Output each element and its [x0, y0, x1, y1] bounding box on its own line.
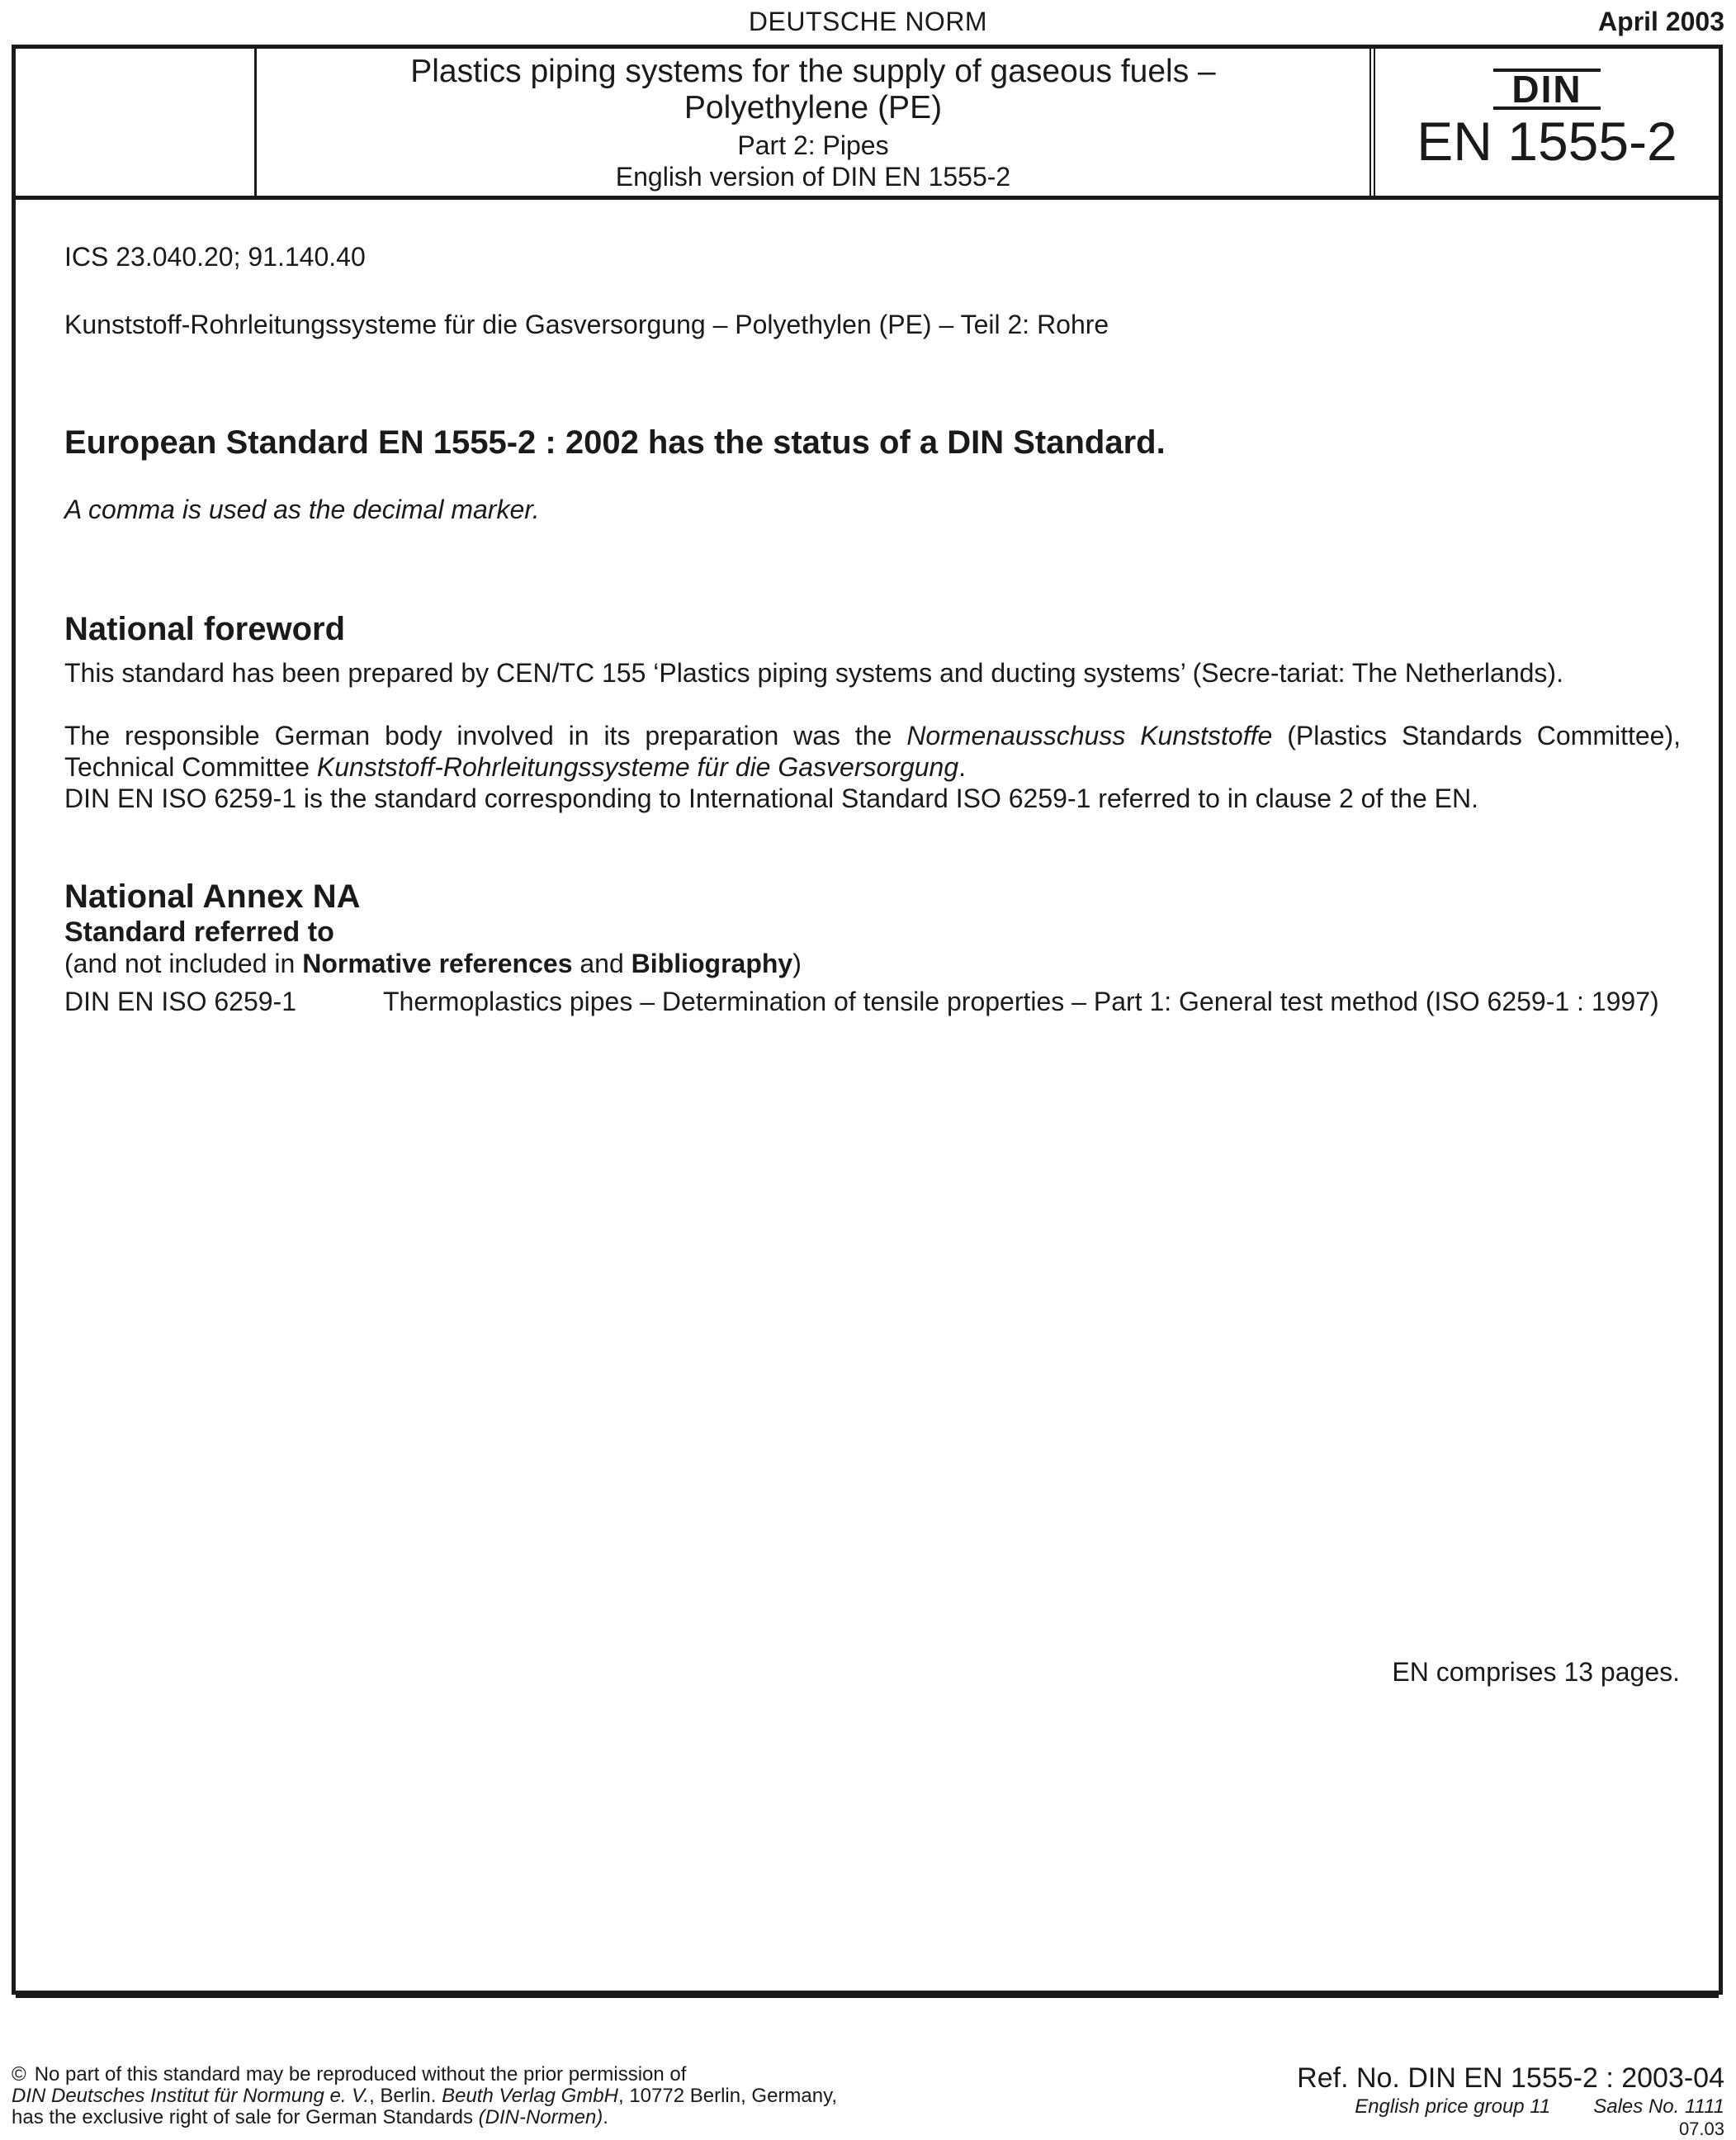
ics-code: ICS 23.040.20; 91.140.40	[64, 242, 366, 272]
page-count-note: EN comprises 13 pages.	[1392, 1657, 1680, 1687]
copyright-line-2: DIN Deutsches Institut für Normung e. V., Berlin. Beuth Verlag GmbH, 10772 Berlin, Germany,	[12, 2085, 838, 2107]
reference-number: Ref. No. DIN EN 1555-2 : 2003-04	[1297, 2062, 1724, 2094]
status-statement: European Standard EN 1555-2 : 2002 has the status of a DIN Standard.	[64, 424, 1166, 461]
standard-referred-note: (and not included in Normative references and Bibliography)	[64, 949, 802, 978]
print-code: 07.03	[1678, 2119, 1724, 2139]
standard-number: EN 1555-2	[1417, 111, 1677, 172]
foreword-paragraph-3: DIN EN ISO 6259-1 is the standard corresponding to International Standard ISO 6259-1 referred to in clause 2 of the EN.	[64, 784, 1478, 813]
standard-referred-heading: Standard referred to	[64, 916, 334, 948]
document-part: Part 2: Pipes	[737, 130, 889, 160]
reference-description: Thermoplastics pipes – Determination of tensile properties – Part 1: General test method (ISO 6259-1 : 1997)	[383, 987, 1659, 1016]
publication-date: April 2003	[1598, 7, 1724, 36]
foreword-paragraph-1: This standard has been prepared by CEN/TC 155 ‘Plastics piping systems and ducting systems’ (Secre-tariat: The Netherlands).	[64, 658, 1563, 688]
document-type-label: DEUTSCHE NORM	[748, 7, 988, 36]
german-title: Kunststoff-Rohrleitungssysteme für die Gasversorgung – Polyethylen (PE) – Teil 2: Rohre	[64, 310, 1109, 339]
copyright-line-1: © No part of this standard may be reproduced without the prior permission of	[12, 2063, 687, 2086]
copyright-line-3: has the exclusive right of sale for German Standards (DIN-Normen).	[12, 2106, 608, 2128]
title-block-center	[257, 49, 1369, 196]
reference-id: DIN EN ISO 6259-1	[64, 987, 296, 1016]
document-version: English version of DIN EN 1555-2	[615, 162, 1011, 192]
title-block-left-cell	[16, 49, 257, 196]
document-title-line2: Polyethylene (PE)	[684, 90, 943, 125]
price-and-sales: English price group 11 Sales No. 1111	[1355, 2095, 1724, 2118]
foreword-paragraph-2: The responsible German body involved in its preparation was the Normenausschuss Kunststoffe (Plastics Standards Committee), Technical Committee Kunststoff-Rohrleitungssysteme für die Gasversorgung.	[64, 721, 1682, 782]
decimal-marker-note: A comma is used as the decimal marker.	[64, 495, 540, 524]
title-block-right	[1369, 49, 1719, 196]
copyright-icon: ©	[12, 2063, 26, 2086]
footer-separator	[16, 1994, 1719, 1998]
din-logo: DIN	[1493, 69, 1601, 110]
national-annex-heading: National Annex NA	[64, 878, 361, 915]
national-foreword-heading: National foreword	[64, 611, 346, 647]
title-block	[16, 49, 1719, 200]
document-title-line1: Plastics piping systems for the supply of gaseous fuels –	[410, 54, 1216, 89]
